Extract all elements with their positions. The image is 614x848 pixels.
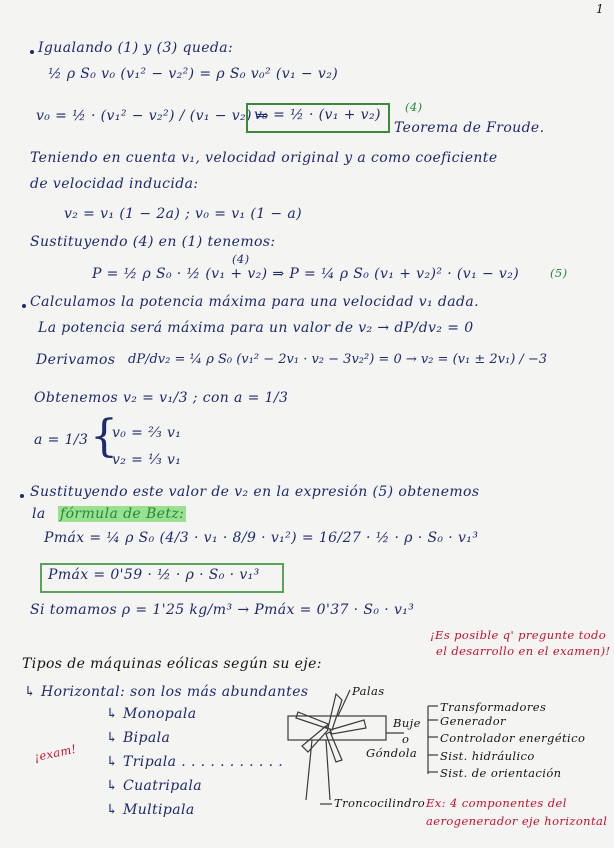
troncocilindro-label: Troncocilindro — [334, 796, 426, 810]
line-si-tomamos: Si tomamos ρ = 1'25 kg/m³ → Pmáx = 0'37 · S₀ · v₁³ — [30, 602, 415, 618]
exam-note-line-2: el desarrollo en el examen)! — [436, 644, 611, 658]
palas-label: Palas — [352, 684, 385, 698]
bullet — [20, 494, 24, 498]
line-sustituyendo: Sustituyendo (4) en (1) tenemos: — [30, 234, 276, 250]
equation-v0-derivation: v₀ = ½ · (v₁² − v₂²) / (v₁ − v₂) ⇒ — [36, 108, 269, 124]
component-transformadores: Transformadores — [440, 700, 547, 714]
corner-mark: 1 — [596, 2, 605, 16]
type-cuatripala: ↳ Cuatripala — [106, 778, 202, 794]
froude-theorem-label: Teorema de Froude. — [394, 120, 545, 136]
brace: { — [90, 411, 118, 462]
a-value: a = 1/3 — [34, 432, 89, 448]
bullet — [30, 50, 34, 54]
type-bipala: ↳ Bipala — [106, 730, 171, 746]
equation-v2-v0: v₂ = v₁ (1 − 2a) ; v₀ = v₁ (1 − a) — [64, 206, 302, 222]
line-calculamos: Calculamos la potencia máxima para una velocidad v₁ dada. — [30, 294, 479, 310]
bullet — [22, 304, 26, 308]
exam-example-line-1: Ex: 4 componentes del — [426, 796, 567, 810]
exam-note-line-1: ¡Es posible q' pregunte todo — [430, 628, 607, 642]
type-tripala: ↳ Tripala . . . . . . . . . . . — [106, 754, 284, 770]
v0-value: v₀ = ⅔ v₁ — [112, 425, 182, 441]
equation-equality: ½ ρ S₀ v₀ (v₁² − v₂²) = ρ S₀ v₀² (v₁ − v₂) — [48, 66, 339, 82]
equation-tag-4: (4) — [405, 100, 423, 114]
gondola-label: Góndola — [366, 746, 418, 760]
froude-result: v₀ = ½ · (v₁ + v₂) — [254, 107, 381, 123]
line-derivamos: Derivamos — [36, 352, 116, 368]
o-label: o — [402, 732, 410, 746]
line-igualando: Igualando (1) y (3) queda: — [38, 40, 234, 56]
component-generador: Generador — [440, 714, 506, 728]
type-multipala: ↳ Multipala — [106, 802, 195, 818]
line-sustituyendo-valor: Sustituyendo este valor de v₂ en la expresión (5) obtenemos — [30, 484, 480, 500]
line-obtenemos: Obtenemos v₂ = v₁/3 ; con a = 1/3 — [34, 390, 289, 406]
component-hidraulico: Sist. hidráulico — [440, 749, 535, 763]
equation-derivative: dP/dv₂ = ¼ ρ S₀ (v₁² − 2v₁ · v₂ − 3v₂²) = 0 → v₂ = (v₁ ± 2v₁) / −3 — [128, 352, 548, 367]
line-velocidad-inducida: de velocidad inducida: — [30, 176, 199, 192]
horizontal-axis-label: ↳ Horizontal: son los más abundantes — [24, 684, 309, 700]
line-potencia-maxima: La potencia será máxima para un valor de v₂ → dP/dv₂ = 0 — [38, 320, 474, 336]
line-teniendo: Teniendo en cuenta v₁, velocidad original y a como coeficiente — [30, 150, 498, 166]
v2-value: v₂ = ⅓ v₁ — [112, 452, 182, 468]
component-orientacion: Sist. de orientación — [440, 766, 562, 780]
betz-result: Pmáx = 0'59 · ½ · ρ · S₀ · v₁³ — [48, 567, 260, 583]
component-controlador: Controlador energético — [440, 731, 586, 745]
exam-mark: ¡exam! — [33, 741, 78, 765]
equation-tag-5: (5) — [550, 266, 568, 280]
buje-label: Buje — [393, 716, 421, 730]
betz-formula-label: fórmula de Betz: — [60, 506, 185, 522]
equation-pmax-derivation: Pmáx = ¼ ρ S₀ (4/3 · v₁ · 8/9 · v₁²) = 16/27 · ½ · ρ · S₀ · v₁³ — [44, 530, 479, 546]
equation-power: P = ½ ρ S₀ · ½ (v₁ + v₂) ⇒ P = ¼ ρ S₀ (v₁ + v₂)² · (v₁ − v₂) — [92, 266, 520, 282]
overbrace-label-4: (4) — [232, 252, 250, 266]
type-monopala: ↳ Monopala — [106, 706, 197, 722]
section-heading-tipos: Tipos de máquinas eólicas según su eje: — [22, 656, 322, 672]
exam-example-line-2: aerogenerador eje horizontal — [426, 814, 608, 828]
line-la: la — [32, 506, 46, 522]
